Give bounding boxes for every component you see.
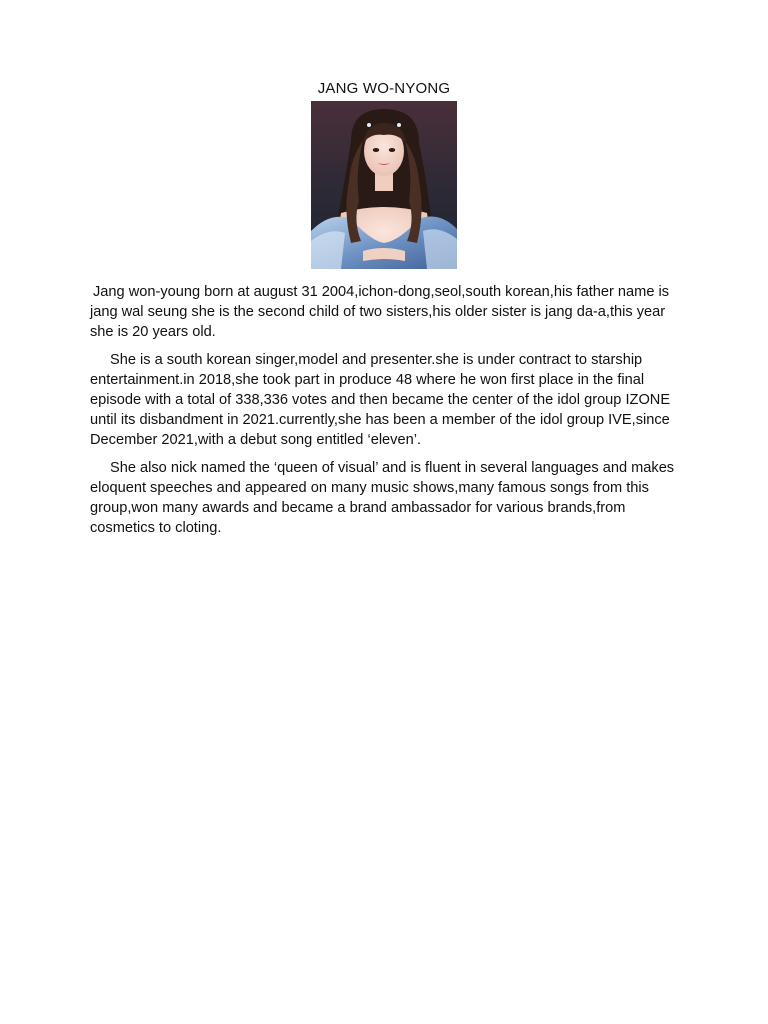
paragraph-nickname: She also nick named the ‘queen of visual’ and is fluent in several languages and makes eloquent speeches and appeared on many music shows,many famous songs from this group,won many awards and became a brand ambassador for various brands,from cosmetics to cloting. [90, 460, 675, 536]
body-text [90, 282, 690, 546]
portrait-photo [311, 101, 457, 269]
portrait-photo-image [311, 101, 457, 269]
page-title: JANG WO-NYONG [317, 80, 451, 97]
paragraph-biography: Jang won-young born at august 31 2004,ichon-dong,seol,south korean,his father name is jang wal seung she is the second child of two sisters,his older sister is jang da-a,this year she is 20 years old. [90, 284, 670, 340]
paragraph-career: She is a south korean singer,model and presenter.she is under contract to starship entertainment.in 2018,she took part in produce 48 where he won first place in the final episode with a total of 338,336 votes and then became the center of the idol group IZONE until its disbandment in 2021.currently,she has been a member of the idol group IVE,since December 2021,with a debut song entitled ‘eleven’. [90, 352, 671, 448]
